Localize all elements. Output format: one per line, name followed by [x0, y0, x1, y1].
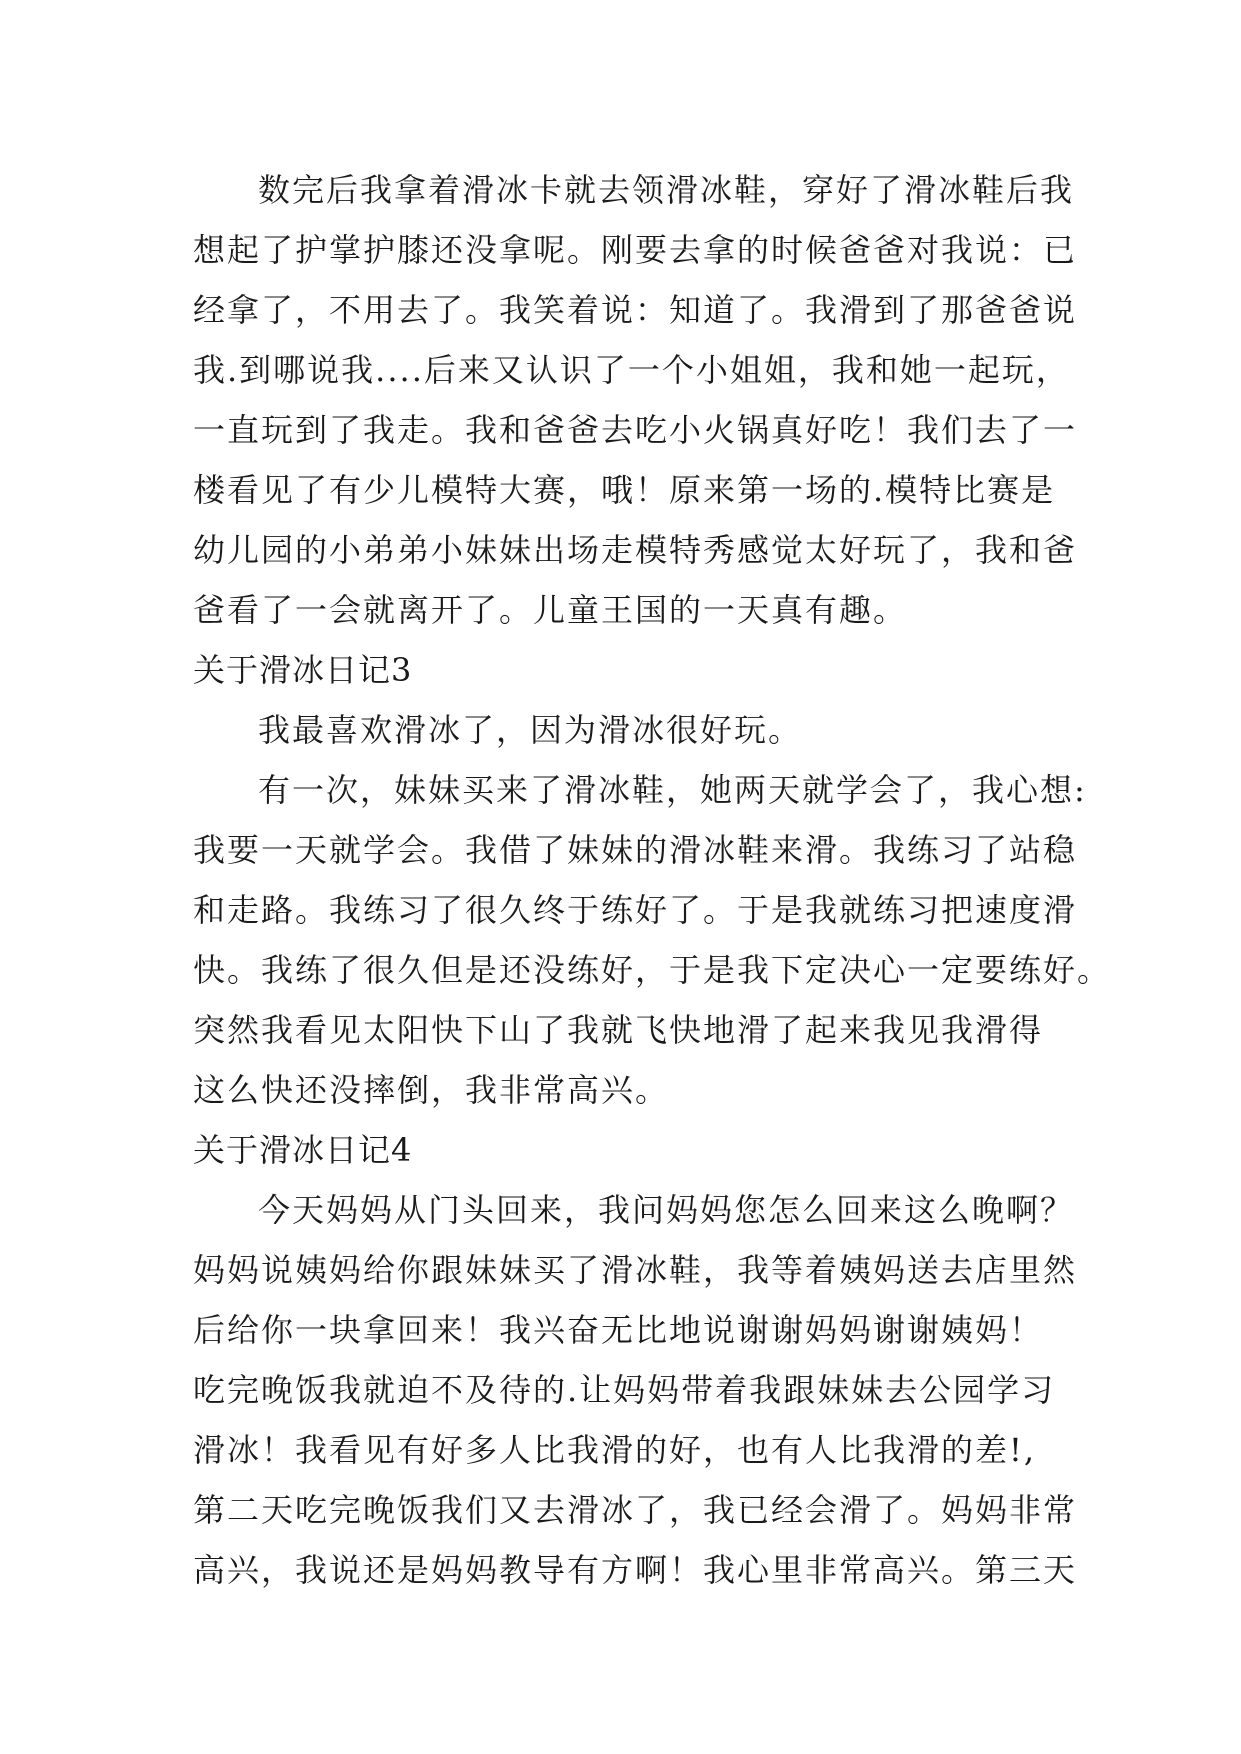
paragraph-1-line-4: 我.到哪说我....后来又认识了一个小姐姐，我和她一起玩，	[193, 351, 1070, 389]
paragraph-4-line-1: 今天妈妈从门头回来，我问妈妈您怎么回来这么晚啊？	[258, 1191, 1075, 1229]
paragraph-4-line-5: 滑冰！我看见有好多人比我滑的好，也有人比我滑的差!,	[193, 1431, 1037, 1469]
paragraph-1-line-8: 爸看了一会就离开了。儿童王国的一天真有趣。	[193, 591, 908, 629]
paragraph-3-line-6: 这么快还没摔倒，我非常高兴。	[193, 1071, 670, 1109]
paragraph-4-line-6: 第二天吃完晚饭我们又去滑冰了，我已经会滑了。妈妈非常	[193, 1491, 1078, 1529]
paragraph-1-line-6: 楼看见了有少儿模特大赛，哦！原来第一场的.模特比赛是	[193, 471, 1056, 509]
paragraph-4-line-2: 妈妈说姨妈给你跟妹妹买了滑冰鞋，我等着姨妈送去店里然	[193, 1251, 1078, 1289]
paragraph-3-line-4: 快。我练了很久但是还没练好，于是我下定决心一定要练好。	[193, 951, 1112, 989]
paragraph-4-line-4: 吃完晚饭我就迫不及待的.让妈妈带着我跟妹妹去公园学习	[193, 1371, 1056, 1409]
paragraph-1-line-3: 经拿了，不用去了。我笑着说：知道了。我滑到了那爸爸说	[193, 291, 1078, 329]
paragraph-4-line-3: 后给你一块拿回来！我兴奋无比地说谢谢妈妈谢谢姨妈！	[193, 1311, 1044, 1349]
section-heading-4: 关于滑冰日记4	[193, 1131, 413, 1169]
paragraph-3-line-2: 我要一天就学会。我借了妹妹的滑冰鞋来滑。我练习了站稳	[193, 831, 1078, 869]
paragraph-3-line-1: 有一次，妹妹买来了滑冰鞋，她两天就学会了，我心想:	[258, 771, 1087, 809]
paragraph-4-line-7: 高兴，我说还是妈妈教导有方啊！我心里非常高兴。第三天	[193, 1551, 1078, 1589]
paragraph-1-line-1: 数完后我拿着滑冰卡就去领滑冰鞋，穿好了滑冰鞋后我	[258, 171, 1075, 209]
paragraph-1-line-7: 幼儿园的小弟弟小妹妹出场走模特秀感觉太好玩了，我和爸	[193, 531, 1078, 569]
paragraph-3-line-5: 突然我看见太阳快下山了我就飞快地滑了起来我见我滑得	[193, 1011, 1044, 1049]
paragraph-1-line-2: 想起了护掌护膝还没拿呢。刚要去拿的时候爸爸对我说：已	[193, 231, 1078, 269]
paragraph-2-line-1: 我最喜欢滑冰了，因为滑冰很好玩。	[258, 711, 803, 749]
paragraph-3-line-3: 和走路。我练习了很久终于练好了。于是我就练习把速度滑	[193, 891, 1078, 929]
section-heading-3: 关于滑冰日记3	[193, 651, 413, 689]
paragraph-1-line-5: 一直玩到了我走。我和爸爸去吃小火锅真好吃！我们去了一	[193, 411, 1078, 449]
